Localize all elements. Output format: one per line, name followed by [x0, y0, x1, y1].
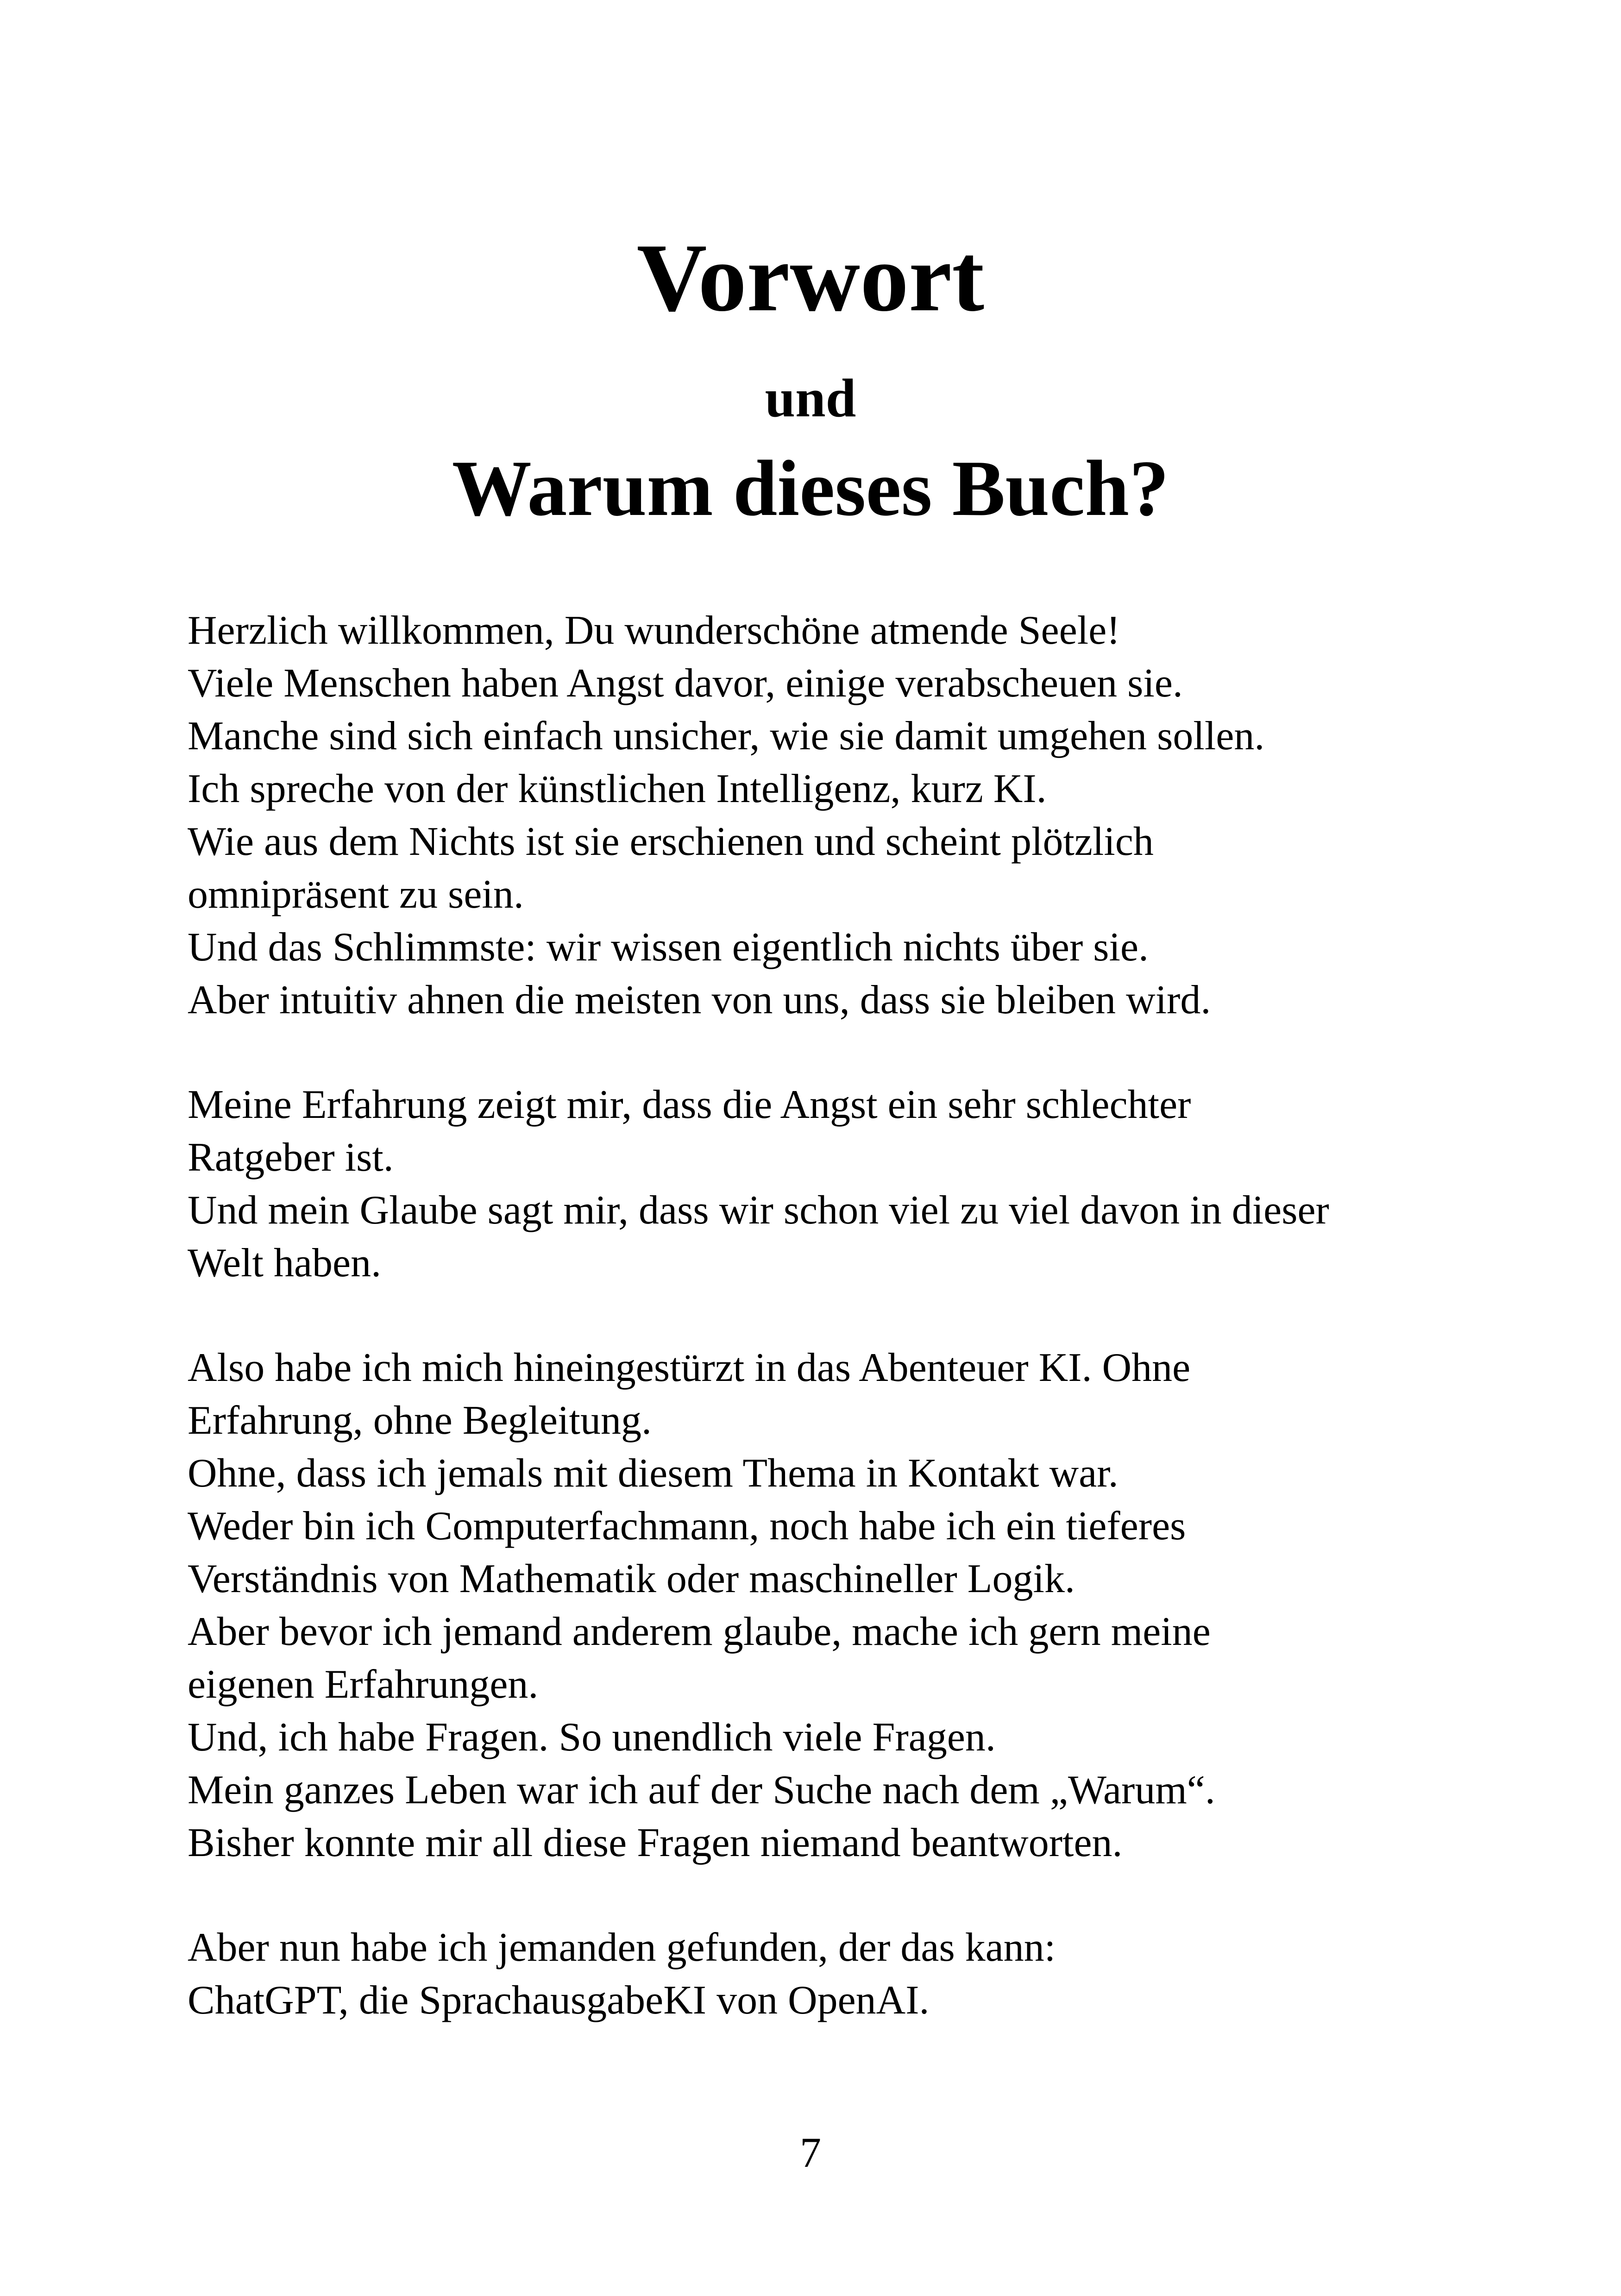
text-line: Und, ich habe Fragen. So unendlich viele Fragen. [188, 1715, 996, 1760]
text-line: eigenen Erfahrungen. [188, 1662, 539, 1707]
paragraph-3 [188, 1342, 1484, 1869]
body-text [188, 604, 1484, 2027]
chapter-subtitle: Warum dieses Buch? [452, 445, 1169, 533]
paragraph-2 [188, 1079, 1484, 1290]
page-number: 7 [800, 2129, 821, 2176]
text-line: Erfahrung, ohne Begleitung. [188, 1398, 652, 1443]
text-line: Viele Menschen haben Angst davor, einige verabscheuen sie. [188, 661, 1183, 706]
chapter-title-connector: und [765, 368, 856, 428]
text-line: Weder bin ich Computerfachmann, noch habe ich ein tieferes [188, 1504, 1186, 1549]
text-line: omnipräsent zu sein. [188, 872, 524, 917]
text-line: Aber bevor ich jemand anderem glaube, mache ich gern meine [188, 1609, 1211, 1654]
text-line: Und das Schlimmste: wir wissen eigentlich nichts über sie. [188, 925, 1149, 970]
text-line: Aber intuitiv ahnen die meisten von uns, dass sie bleiben wird. [188, 978, 1211, 1023]
chapter-title: Vorwort [636, 224, 985, 332]
paragraph-spacer [188, 1027, 1484, 1079]
paragraph-4 [188, 1921, 1484, 2027]
text-line: Ohne, dass ich jemals mit diesem Thema in Kontakt war. [188, 1451, 1118, 1496]
text-line: ChatGPT, die SprachausgabeKI von OpenAI. [188, 1978, 930, 2023]
text-line: Meine Erfahrung zeigt mir, dass die Angst ein sehr schlechter [188, 1082, 1191, 1127]
text-line: Ratgeber ist. [188, 1135, 394, 1180]
text-line: Bisher konnte mir all diese Fragen niemand beantworten. [188, 1820, 1123, 1865]
text-line: Manche sind sich einfach unsicher, wie sie damit umgehen sollen. [188, 714, 1265, 759]
text-line: Ich spreche von der künstlichen Intelligenz, kurz KI. [188, 766, 1047, 811]
text-line: Also habe ich mich hineingestürzt in das Abenteuer KI. Ohne [188, 1345, 1191, 1390]
paragraph-spacer [188, 1290, 1484, 1342]
text-line: Mein ganzes Leben war ich auf der Suche nach dem „Warum“. [188, 1768, 1215, 1813]
text-line: Herzlich willkommen, Du wunderschöne atmende Seele! [188, 608, 1120, 653]
text-line: Wie aus dem Nichts ist sie erschienen und scheint plötzlich [188, 819, 1154, 864]
text-line: Verständnis von Mathematik oder maschineller Logik. [188, 1556, 1075, 1601]
paragraph-1 [188, 604, 1484, 1027]
text-line: Welt haben. [188, 1241, 382, 1286]
paragraph-spacer [188, 1869, 1484, 1921]
text-line: Aber nun habe ich jemanden gefunden, der das kann: [188, 1925, 1056, 1970]
text-line: Und mein Glaube sagt mir, dass wir schon viel zu viel davon in dieser [188, 1188, 1329, 1233]
